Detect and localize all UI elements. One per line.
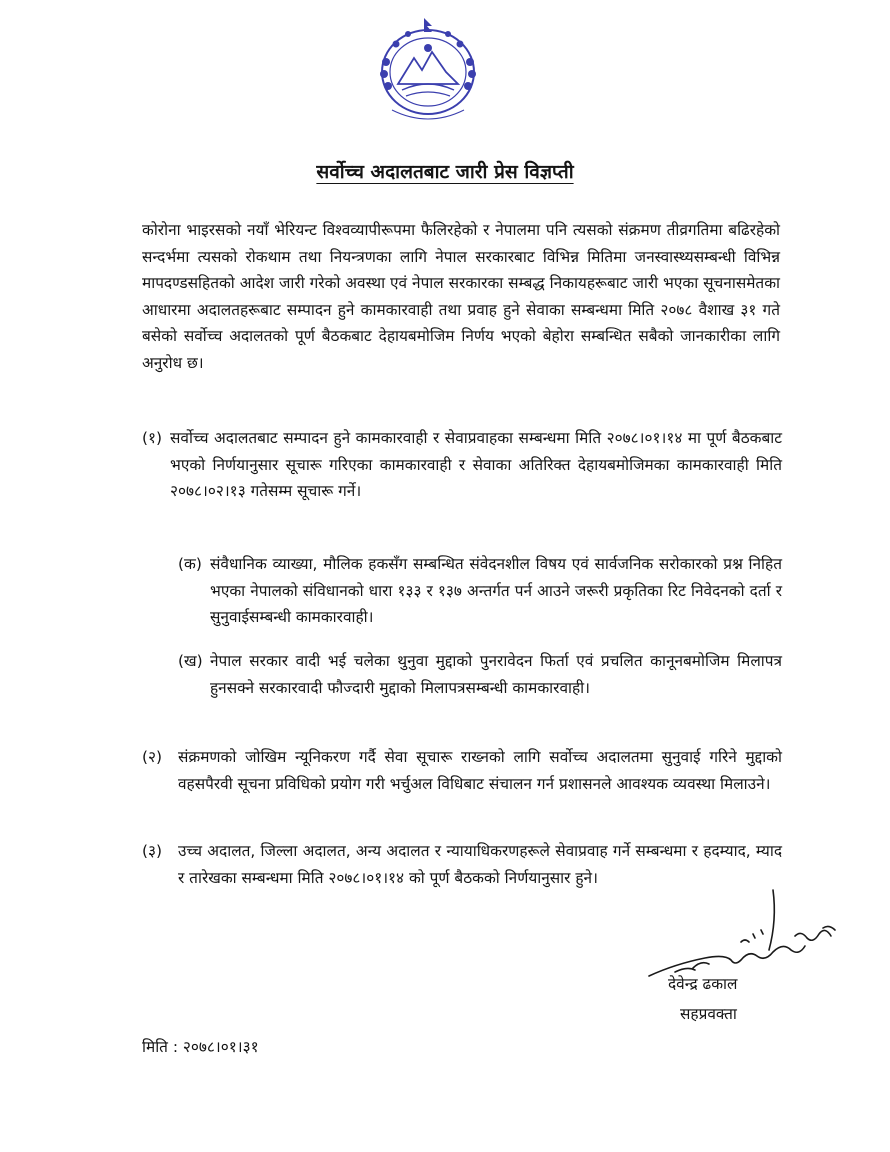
date-line: मिति : २०७८।०१।३१ (142, 1038, 259, 1056)
sub-item-label: (क) (178, 555, 202, 573)
item-text: सर्वोच्च अदालतबाट सम्पादन हुने कामकारवाही र सेवाप्रवाहका सम्बन्धमा मिति २०७८।०१।१४ मा पूर्ण बैठकबाट भएको निर्णयानुसार सूचारू गरिएका कामकारवाही र सेवाका अतिरिक्त देहायबमोजिमका कामकारवाही मिति २०७८।०२।१३ गतेसम्म सूचारू गर्ने। (170, 429, 782, 500)
signer-title: सहप्रवक्ता (680, 1005, 737, 1023)
emblem-seal-icon (368, 14, 488, 154)
item-text: उच्च अदालत, जिल्ला अदालत, अन्य अदालत र न्यायाधिकरणहरूले सेवाप्रवाह गर्ने सम्बन्धमा र हदम्याद, म्याद र तारेखका सम्बन्धमा मिति २०७८।०१।१४ को पूर्ण बैठकको निर्णयानुसार हुने। (178, 842, 782, 887)
supreme-court-emblem (368, 14, 488, 154)
title-text: सर्वोच्च अदालतबाट जारी प्रेस विज्ञप्ती (316, 161, 574, 183)
intro-paragraph: कोरोना भाइरसको नयाँ भेरियन्ट विश्वव्यापीरूपमा फैलिरहेको र नेपालमा पनि त्यसको संक्रमण तीव्रगतिमा बढिरहेको सन्दर्भमा त्यसको रोकथाम तथा नियन्त्रणका लागि नेपाल सरकारबाट विभिन्न मितिमा जनस्वास्थ्यसम्बन्धी विभिन्न मापदण्डसहितको आदेश जारी गरेको अवस्था एवं नेपाल सरकारका सम्बद्ध निकायहरूबाट जारी भएका सूचनासमेतका आधारमा अदालतहरूबाट सम्पादन हुने कामकारवाही तथा प्रवाह हुने सेवाका सम्बन्धमा मिति २०७८ वैशाख ३१ गते बसेको सर्वोच्च अदालतको पूर्ण बैठकबाट देहायबमोजिम निर्णय भएको बेहोरा सम्बन्धित सबैको जानकारीका लागि अनुरोध छ। (142, 221, 780, 372)
sub-item-label: (ख) (178, 652, 203, 670)
signature-icon (645, 880, 845, 980)
sub-item-text: संवैधानिक व्याख्या, मौलिक हकसँग सम्बन्धित संवेदनशील विषय एवं सार्वजनिक सरोकारको प्रश्न निहित भएका नेपालको संविधानको धारा १३३ र १३७ अन्तर्गत पर्न आउने जरूरी प्रकृतिका रिट निवेदनको दर्ता र सुनुवाईसम्बन्धी कामकारवाही। (210, 555, 782, 626)
list-item-1 (142, 425, 782, 505)
signer-name: देवेन्द्र ढकाल (668, 975, 738, 993)
list-item-2 (142, 744, 782, 797)
sub-item-text: नेपाल सरकार वादी भई चलेका थुनुवा मुद्दाको पुनरावेदन फिर्ता एवं प्रचलित कानूनबमोजिम मिलापत्र हुनसक्ने सरकारवादी फौज्दारी मुद्दाको मिलापत्रसम्बन्धी कामकारवाही। (210, 652, 782, 697)
item-text: संक्रमणको जोखिम न्यूनिकरण गर्दै सेवा सूचारू राख्नको लागि सर्वोच्च अदालतमा सुनुवाई गरिने मुद्दाको वहसपैरवी सूचना प्रविधिको प्रयोग गरी भर्चुअल विधिबाट संचालन गर्न प्रशासनले आवश्यक व्यवस्था मिलाउने। (178, 748, 782, 793)
item-number: (२) (142, 748, 163, 766)
handwritten-signature (645, 880, 845, 980)
item-number: (१) (142, 429, 163, 447)
page-title (0, 158, 890, 184)
sub-item-kha (178, 648, 782, 701)
item-number: (३) (142, 842, 163, 860)
sub-item-ka (178, 551, 782, 631)
